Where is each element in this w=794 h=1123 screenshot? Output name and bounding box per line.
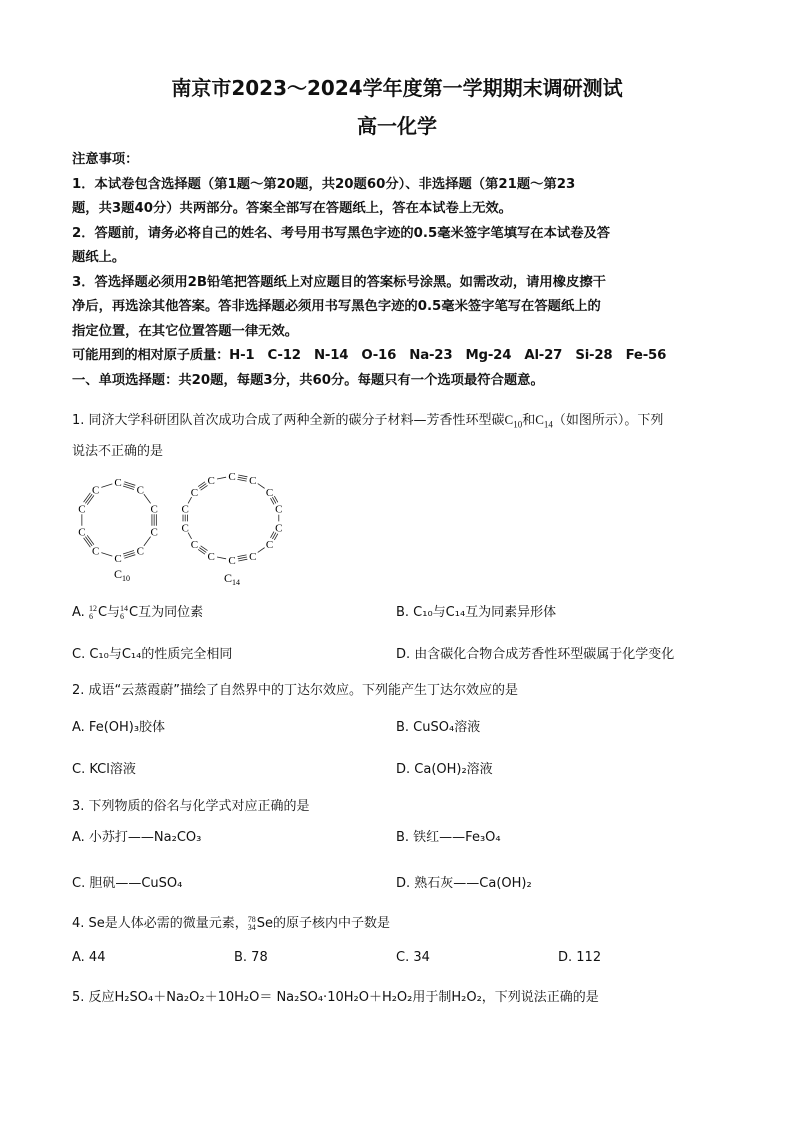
instruction-line: 2．答题前，请务必将自己的姓名、考号用书写黑色字迹的0.5毫米签字笔填写在本试卷及答 bbox=[72, 225, 611, 241]
q4-option-b[interactable]: B. 78 bbox=[234, 950, 268, 965]
carbon-atom: C bbox=[228, 471, 236, 483]
instruction-line: 指定位置，在其它位置答题一律无效。 bbox=[72, 323, 299, 339]
instruction-line: 题，共3题40分）共两部分。答案全部写在答题纸上，答在本试卷上无效。 bbox=[72, 201, 512, 216]
instructions-heading: 注意事项： bbox=[72, 152, 139, 167]
q1-stem-line2: 说法不正确的是 bbox=[72, 444, 164, 459]
exam-subject: 高一化学 bbox=[357, 114, 437, 138]
bond-line bbox=[258, 548, 265, 553]
bond-line bbox=[238, 477, 247, 479]
bond-line bbox=[217, 477, 226, 479]
q5-stem: 5. 反应H₂SO₄＋Na₂O₂＋10H₂O＝ Na₂SO₄·10H₂O＋H₂O₂用于制H₂O₂，下列说法正确的是 bbox=[72, 990, 599, 1005]
bond-line bbox=[237, 479, 246, 481]
c10-label: $C_{10}$ bbox=[114, 567, 131, 583]
section-heading: 一、单项选择题：共20题，每题3分，共60分。每题只有一个选项最符合题意。 bbox=[72, 372, 544, 388]
q3-option-a[interactable]: A. 小苏打——Na₂CO₃ bbox=[72, 830, 202, 845]
q2-stem: 2. 成语“云蒸霞蔚”描绘了自然界中的丁达尔效应。下列能产生丁达尔效应的是 bbox=[72, 683, 519, 698]
carbon-atom: C bbox=[114, 477, 122, 489]
bond-line bbox=[217, 557, 226, 559]
q1-option-a[interactable]: A. 12 6 C与 14 6 C互为同位素 bbox=[72, 603, 204, 621]
q3-option-d[interactable]: D. 熟石灰——Ca(OH)₂ bbox=[396, 876, 532, 891]
carbon-atom: C bbox=[265, 539, 274, 552]
instruction-line: 1．本试卷包含选择题（第1题～第20题，共20题60分）、非选择题（第21题～第23 bbox=[72, 176, 576, 192]
q3-option-b[interactable]: B. 铁红——Fe₃O₄ bbox=[396, 830, 501, 845]
bond-line bbox=[201, 546, 208, 551]
carbon-atom: C bbox=[114, 553, 122, 565]
carbon-rings-figure bbox=[72, 470, 302, 590]
q3-stem: 3. 下列物质的俗名与化学式对应正确的是 bbox=[72, 799, 310, 814]
carbon-atom: C bbox=[78, 503, 86, 516]
q4-stem: 4. Se是人体必需的微量元素， 78 34 Se的原子核内中子数是 bbox=[72, 914, 391, 932]
bond-line bbox=[101, 484, 112, 488]
bond-line bbox=[144, 494, 151, 503]
carbon-atom: C bbox=[190, 486, 199, 499]
q1-option-c[interactable]: C. C₁₀与C₁₄的性质完全相同 bbox=[72, 647, 233, 662]
q1-stem: 1. 同济大学科研团队首次成功合成了两种全新的碳分子材料—芳香性环型碳$C_{10}$和$C_{14}$（如图所示）。下列 bbox=[72, 412, 664, 430]
q4-option-d[interactable]: D. 112 bbox=[558, 950, 602, 965]
bond-line bbox=[198, 482, 205, 487]
carbon-atom: C bbox=[181, 503, 189, 516]
q1-option-b[interactable]: B. C₁₀与C₁₄互为同素异形体 bbox=[396, 605, 557, 620]
bond-line bbox=[101, 553, 112, 557]
bond-line bbox=[201, 485, 208, 490]
carbon-atom: C bbox=[275, 522, 283, 535]
carbon-atom: C bbox=[91, 545, 100, 558]
q2-option-b[interactable]: B. CuSO₄溶液 bbox=[396, 720, 481, 735]
bond-line bbox=[237, 555, 246, 557]
carbon-atom: C bbox=[136, 545, 145, 558]
bond-line bbox=[199, 484, 206, 489]
instruction-line: 净后，再选涂其他答案。答非选择题必须用书写黑色字迹的0.5毫米签字笔写在答题纸上的 bbox=[72, 299, 601, 314]
carbon-atom: C bbox=[190, 539, 199, 552]
carbon-atom: C bbox=[136, 484, 145, 497]
carbon-atom: C bbox=[228, 555, 236, 567]
bond-line bbox=[198, 549, 205, 554]
q1-option-d[interactable]: D. 由含碳化合物合成芳香性环型碳属于化学变化 bbox=[396, 647, 675, 662]
carbon-atom: C bbox=[150, 503, 158, 516]
instruction-line: 题纸上。 bbox=[72, 250, 126, 265]
carbon-atom: C bbox=[249, 475, 257, 488]
carbon-atom: C bbox=[207, 550, 215, 563]
atomic-masses: 可能用到的相对原子质量：H-1 C-12 N-14 O-16 Na-23 Mg-24 Al-27 Si-28 Fe-56 bbox=[72, 348, 667, 363]
c14-label: $C_{14}$ bbox=[224, 571, 241, 587]
c10-ring-diagram bbox=[78, 477, 158, 565]
instructions-block bbox=[72, 148, 728, 393]
carbon-atom: C bbox=[150, 526, 158, 539]
carbon-atom: C bbox=[249, 550, 257, 563]
carbon-atom: C bbox=[91, 484, 100, 497]
carbon-atom: C bbox=[78, 526, 86, 539]
bond-line bbox=[199, 548, 206, 553]
q2-option-d[interactable]: D. Ca(OH)₂溶液 bbox=[396, 762, 493, 777]
bond-line bbox=[238, 559, 247, 561]
q2-option-a[interactable]: A. Fe(OH)₃胶体 bbox=[72, 720, 166, 735]
c14-ring-diagram bbox=[182, 471, 283, 567]
q4-option-c[interactable]: C. 34 bbox=[396, 950, 430, 965]
bond-line bbox=[238, 557, 247, 559]
carbon-atom: C bbox=[207, 475, 215, 488]
q2-option-c[interactable]: C. KCl溶液 bbox=[72, 762, 136, 777]
exam-title: 南京市2023～2024学年度第一学期期末调研测试 bbox=[171, 76, 623, 100]
carbon-atom: C bbox=[265, 486, 274, 499]
q3-option-c[interactable]: C. 胆矾——CuSO₄ bbox=[72, 876, 183, 891]
q4-option-a[interactable]: A. 44 bbox=[72, 950, 106, 965]
bond-line bbox=[258, 484, 265, 489]
carbon-atom: C bbox=[275, 503, 283, 516]
bond-line bbox=[238, 475, 247, 477]
carbon-atom: C bbox=[181, 522, 189, 535]
instruction-line: 3．答选择题必须用2B铅笔把答题纸上对应题目的答案标号涂黑。如需改动，请用橡皮擦干 bbox=[72, 274, 606, 290]
